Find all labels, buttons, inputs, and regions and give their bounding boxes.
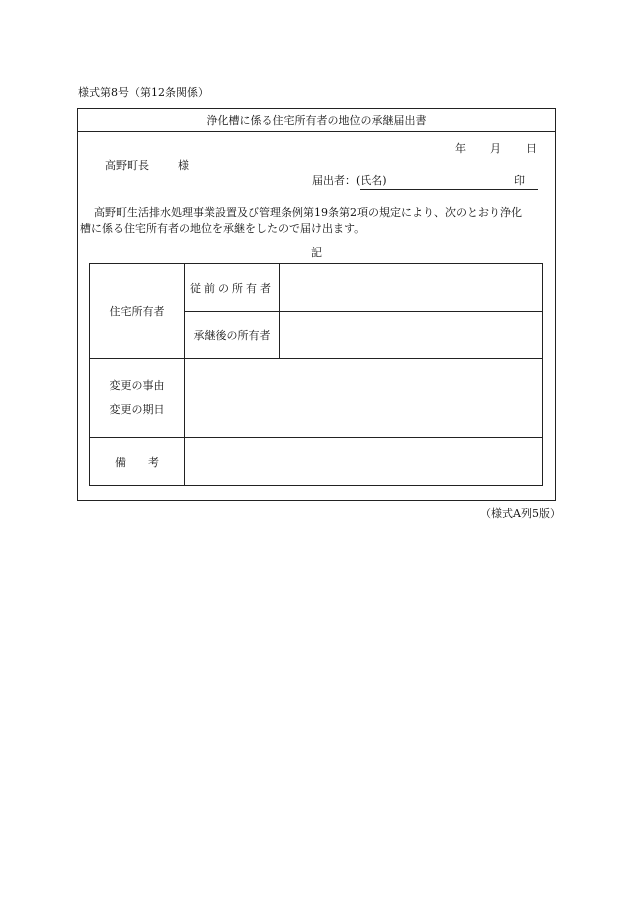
remarks-label-cell: [90, 438, 185, 486]
form-number: 様式第8号（第12条関係）: [78, 86, 209, 99]
table-row: [90, 438, 543, 486]
prev-owner-label-cell: [185, 264, 280, 312]
date-month-label: 月: [490, 142, 501, 155]
body-line-2: 槽に係る住宅所有者の地位を承継をしたので届け出ます。: [80, 222, 366, 235]
remarks-label: 備 考: [115, 455, 159, 469]
addressee-honorific: 様: [178, 159, 189, 172]
reason-date-field[interactable]: [185, 359, 543, 438]
seal-mark: 印: [514, 174, 525, 187]
change-date-label: 変更の期日: [109, 403, 165, 416]
table-row: [90, 264, 543, 312]
body-text: [80, 205, 550, 237]
addressee: 高野町長: [105, 159, 149, 172]
reason-date-label-cell: [90, 359, 185, 438]
owner-label-cell: [90, 264, 185, 359]
table-row: [90, 359, 543, 438]
notifier-name-label: 届出者：(氏名): [312, 174, 387, 187]
successor-label-cell: [185, 312, 280, 359]
ki-heading: 記: [311, 246, 322, 259]
reason-label: 変更の事由: [109, 379, 165, 392]
date-day-label: 日: [526, 142, 537, 155]
successor-field[interactable]: [280, 312, 543, 359]
name-signature-line[interactable]: [360, 189, 538, 190]
body-line-1: 高野町生活排水処理事業設置及び管理条例第19条第2項の規定により、次のとおり浄化: [94, 206, 522, 219]
prev-owner-field[interactable]: [280, 264, 543, 312]
prev-owner-label: 従前の所有者: [190, 281, 274, 295]
form-title: 浄化槽に係る住宅所有者の地位の承継届出書: [78, 109, 555, 132]
successor-label: 承継後の所有者: [193, 329, 271, 342]
date-year-label: 年: [455, 142, 466, 155]
owner-label: 住宅所有者: [109, 305, 165, 318]
remarks-field[interactable]: [185, 438, 543, 486]
details-table: [89, 263, 543, 486]
paper-size-note: （様式A列5版）: [480, 507, 561, 520]
